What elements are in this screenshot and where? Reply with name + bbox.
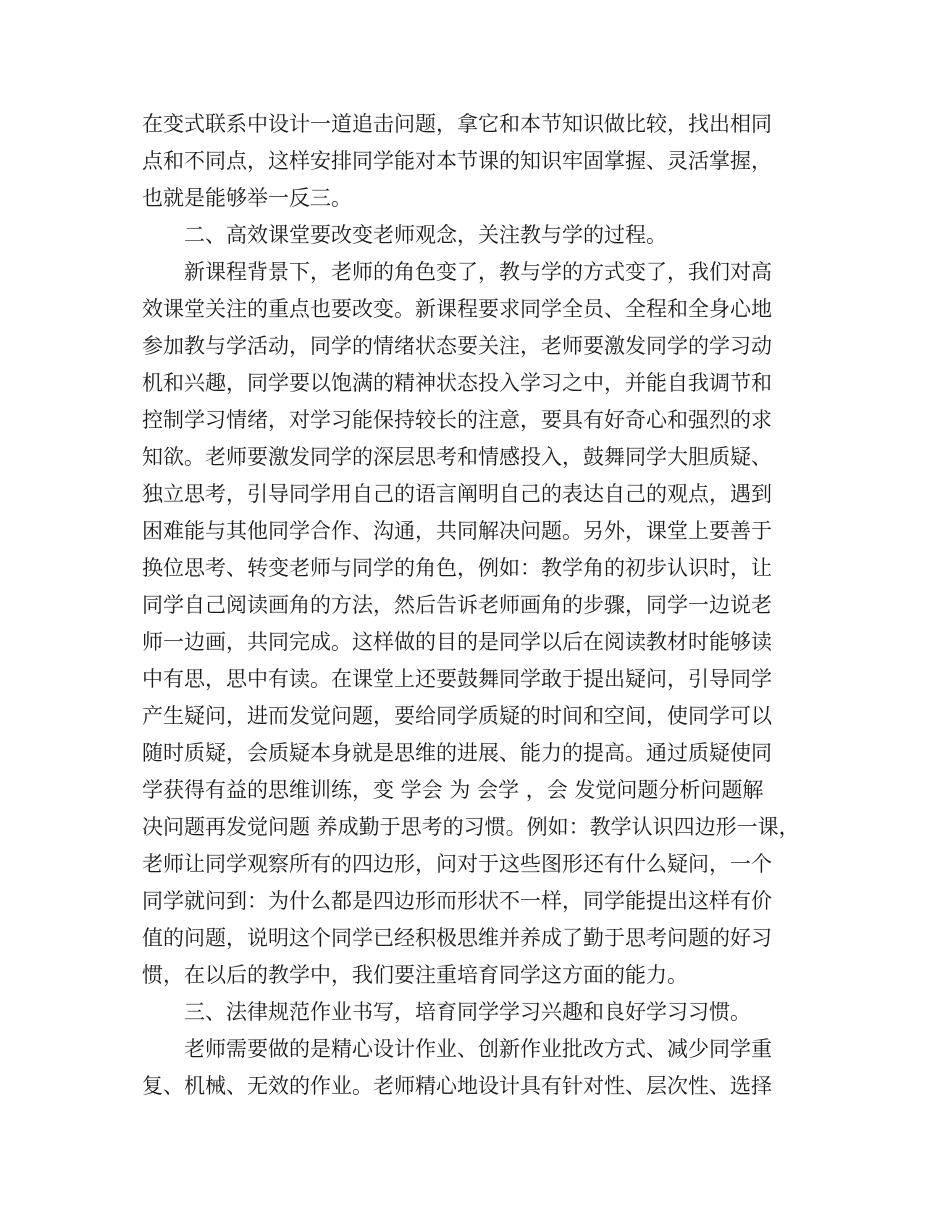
text-line: 随时质疑，会质疑本身就是思维的进展、能力的提高。通过质疑使同 xyxy=(142,741,772,765)
text-line: 换位思考、转变老师与同学的角色，例如：教学角的初步认识时，让 xyxy=(142,556,772,580)
text-line: 学获得有益的思维训练，变 学会 为 会学 ，会 发觉问题分析问题解 xyxy=(142,778,764,802)
text-line: 惯，在以后的教学中，我们要注重培育同学这方面的能力。 xyxy=(142,963,688,987)
text-line: 同学自己阅读画角的方法，然后告诉老师画角的步骤，同学一边说老 xyxy=(142,593,772,617)
text-line: 在变式联系中设计一道追击问题，拿它和本节知识做比较，找出相同 xyxy=(142,112,772,136)
text-line: 参加教与学活动，同学的情绪状态要关注，老师要激发同学的学习动 xyxy=(142,334,772,358)
text-line: 新课程背景下，老师的角色变了，教与学的方式变了，我们对高 xyxy=(184,260,772,284)
text-line: 独立思考，引导同学用自己的语言阐明自己的表达自己的观点，遇到 xyxy=(142,482,772,506)
text-line: 点和不同点，这样安排同学能对本节课的知识牢固掌握、灵活掌握， xyxy=(142,149,772,173)
text-line: 同学就问到：为什么都是四边形而形状不一样，同学能提出这样有价 xyxy=(142,889,772,913)
text-line: 老师需要做的是精心设计作业、创新作业批改方式、减少同学重 xyxy=(184,1037,772,1061)
text-line: 决问题再发觉问题 养成勤于思考的习惯。例如：教学认识四边形一课， xyxy=(142,815,800,839)
text-line: 老师让同学观察所有的四边形，问对于这些图形还有什么疑问，一个 xyxy=(142,852,772,876)
text-line: 复、机械、无效的作业。老师精心地设计具有针对性、层次性、选择 xyxy=(142,1074,772,1098)
text-line: 困难能与其他同学合作、沟通，共同解决问题。另外，课堂上要善于 xyxy=(142,519,772,543)
text-line: 师一边画，共同完成。这样做的目的是同学以后在阅读教材时能够读 xyxy=(142,630,772,654)
text-line: 产生疑问，进而发觉问题，要给同学质疑的时间和空间，使同学可以 xyxy=(142,704,772,728)
text-line: 效课堂关注的重点也要改变。新课程要求同学全员、全程和全身心地 xyxy=(142,297,772,321)
text-line: 值的问题，说明这个同学已经积极思维并养成了勤于思考问题的好习 xyxy=(142,926,772,950)
text-line: 知欲。老师要激发同学的深层思考和情感投入，鼓舞同学大胆质疑、 xyxy=(142,445,772,469)
text-line: 机和兴趣，同学要以饱满的精神状态投入学习之中，并能自我调节和 xyxy=(142,371,772,395)
section-heading: 三、法律规范作业书写，培育同学学习兴趣和良好学习习惯。 xyxy=(184,1000,751,1024)
text-line: 控制学习情绪，对学习能保持较长的注意，要具有好奇心和强烈的求 xyxy=(142,408,772,432)
text-line: 中有思，思中有读。在课堂上还要鼓舞同学敢于提出疑问，引导同学 xyxy=(142,667,772,691)
section-heading: 二、高效课堂要改变老师观念，关注教与学的过程。 xyxy=(184,223,667,247)
text-line: 也就是能够举一反三。 xyxy=(142,186,352,210)
